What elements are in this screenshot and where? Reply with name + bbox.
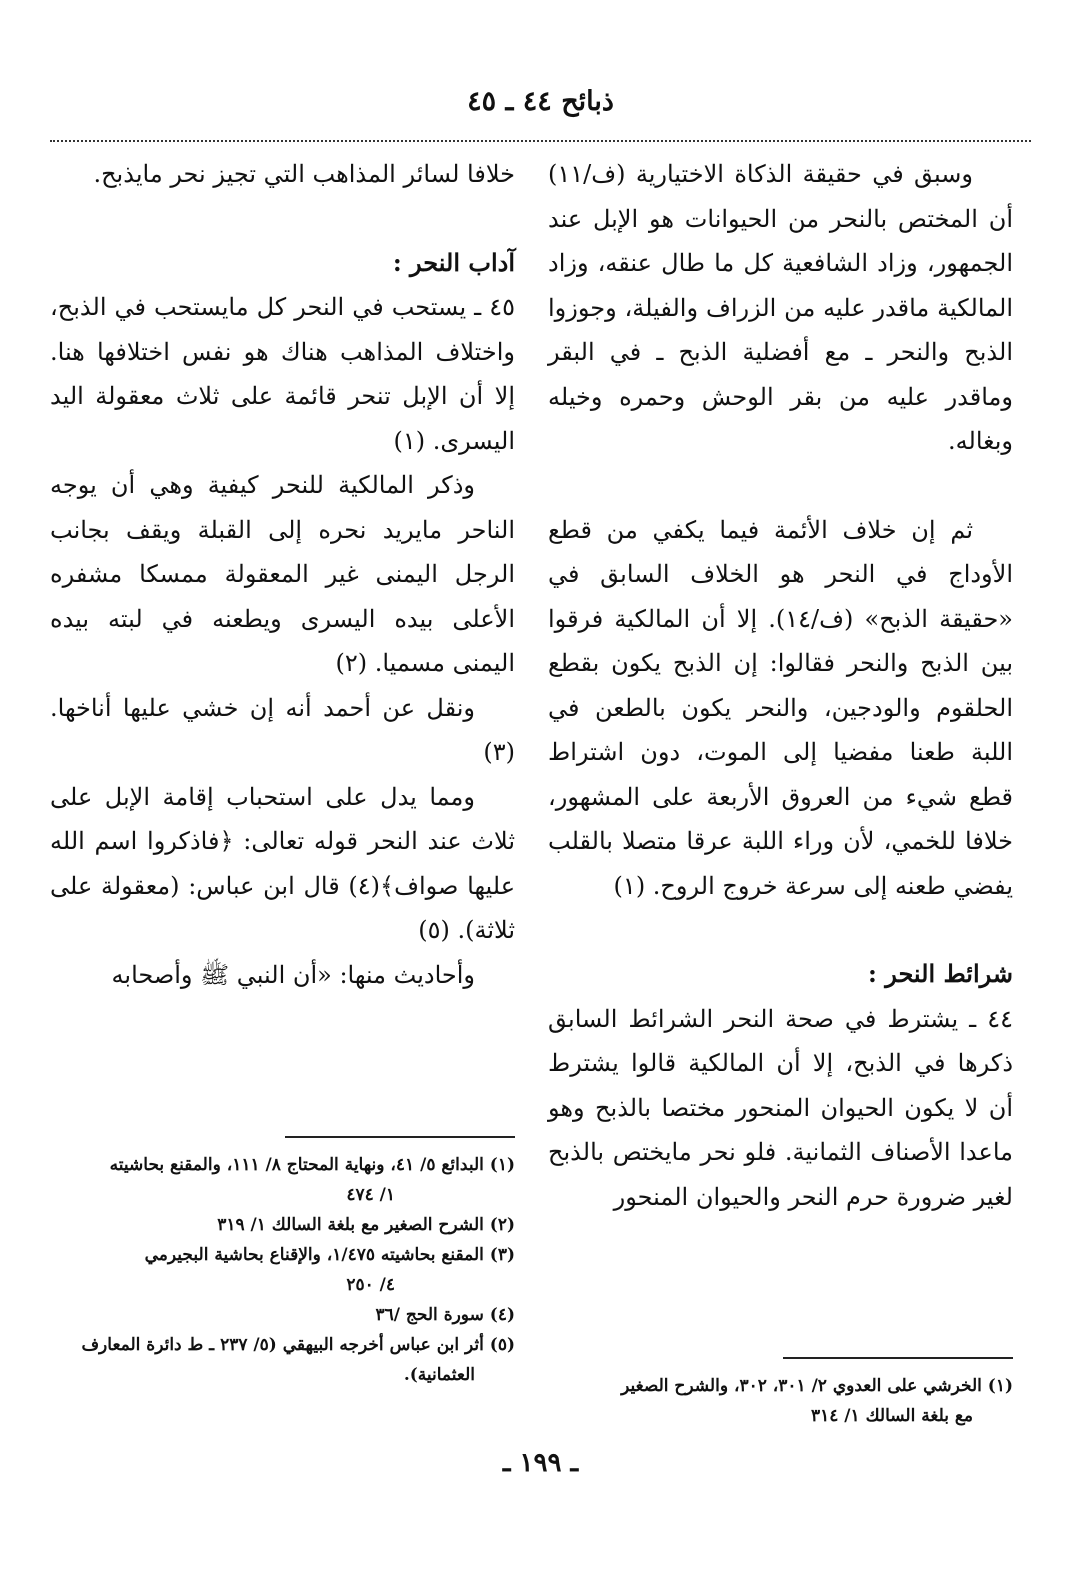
paragraph: خلافا لسائر المذاهب التي تجيز نحر مايذبح. xyxy=(93,160,515,188)
paragraph: ثم إن خلاف الأئمة فيما يكفي من قطع الأوداج في النحر هو الخلاف السابق في «حقيقة الذبح» (ف/١٤). إلا أن المالكية فرقوا بين الذبح والنحر فقالوا: إن الذبح يكون بقطع الحلقوم والودجين، والنحر يكون بالطعن في اللبة طعنا مفضيا إلى الموت، دون اشتراط قطع شيء من العروق الأربعة على المشهور، خلافا للخمي، لأن وراء اللبة عرقا متصلا بالقلب يفضي طعنه إلى سرعة خروج الروح. (١) xyxy=(548,515,1013,900)
paragraph: وسبق في حقيقة الذكاة الاختيارية (ف/١١) أن المختص بالنحر من الحيوانات هو الإبل عند الجمهور، وزاد الشافعية كل ما طال عنقه، وزاد المالكية ماقدر عليه من الزراف والفيلة، وجوزوا الذبح والنحر ـ مع أفضلية الذبح ـ في البقر وماقدر عليه من بقر الوحش وحمره وخيله وبغاله. xyxy=(548,160,1013,455)
left-column xyxy=(50,152,515,997)
footnote: (١) البدائع ٥/ ٤١، ونهاية المحتاج ٨/ ١١١، والمقنع بحاشيته xyxy=(109,1155,515,1175)
footnotes-left xyxy=(50,1136,515,1390)
running-header: ذبائح ٤٤ ـ ٤٥ xyxy=(467,86,614,117)
spacer xyxy=(548,908,1013,952)
paragraph: ٤٤ ـ يشترط في صحة النحر الشرائط السابق ذكرها في الذبح، إلا أن المالكية قالوا يشترط أن لا يكون الحيوان المنحور مختصا بالذبح وهو ماعدا الأصناف الثمانية. فلو نحر مايختص بالذبح لغير ضرورة حرم النحر والحيوان المنحور xyxy=(548,1004,1013,1211)
paragraph: ومما يدل على استحباب إقامة الإبل على ثلاث عند النحر قوله تعالى: ﴿فاذكروا اسم الله عليها صواف﴾(٤) قال ابن عباس: (معقولة على ثلاثة). (٥) xyxy=(50,782,516,944)
section-heading: شرائط النحر : xyxy=(867,959,1013,988)
paragraph: ونقل عن أحمد أنه إن خشي عليها أناخها. (٣) xyxy=(50,693,515,766)
paragraph: وأحاديث منها: «أن النبي ﷺ وأصحابه xyxy=(111,960,475,989)
footnote-continuation: العثمانية). xyxy=(403,1365,475,1385)
footnote-continuation: ٤/ ٢٥٠ xyxy=(346,1275,395,1295)
footnote: (١) الخرشي على العدوي ٢/ ٣٠١، ٣٠٢، والشرح الصغير xyxy=(621,1376,1013,1396)
page-number: ـ ١٩٩ ـ xyxy=(502,1448,579,1478)
footnotes-right xyxy=(548,1357,1013,1431)
footnote-divider xyxy=(285,1136,515,1138)
footnote: (٢) الشرح الصغير مع بلغة السالك ١/ ٣١٩ xyxy=(217,1215,515,1235)
footnote-divider xyxy=(783,1357,1013,1359)
footnote: (٣) المقنع بحاشيته ١/٤٧٥، والإقناع بحاشية البجيرمي xyxy=(144,1245,515,1265)
footnote-continuation: مع بلغة السالك ١/ ٣١٤ xyxy=(810,1406,973,1426)
spacer xyxy=(548,464,1013,508)
right-column xyxy=(548,152,1013,1219)
footnote: (٥) أثر ابن عباس أخرجه البيهقي (٥/ ٢٣٧ ـ ط دائرة المعارف xyxy=(81,1335,515,1355)
paragraph: ٤٥ ـ يستحب في النحر كل مايستحب في الذبح، واختلاف المذاهب هناك هو نفس اختلافها هنا. إلا أن الإبل تنحر قائمة على ثلاث معقولة اليد اليسرى. (١) xyxy=(50,293,515,455)
spacer xyxy=(50,197,515,241)
footnote: (٤) سورة الحج /٣٦ xyxy=(375,1305,515,1325)
footnote-continuation: ١/ ٤٧٤ xyxy=(346,1185,395,1205)
header-divider xyxy=(50,140,1031,142)
section-heading: آداب النحر : xyxy=(392,247,515,277)
paragraph: وذكر المالكية للنحر كيفية وهي أن يوجه الناحر مايريد نحره إلى القبلة ويقف بجانب الرجل اليمنى غير المعقولة ممسكا مشفره الأعلى بيده اليسرى ويطعنه في لبته بيده اليمنى مسميا. (٢) xyxy=(50,471,515,677)
